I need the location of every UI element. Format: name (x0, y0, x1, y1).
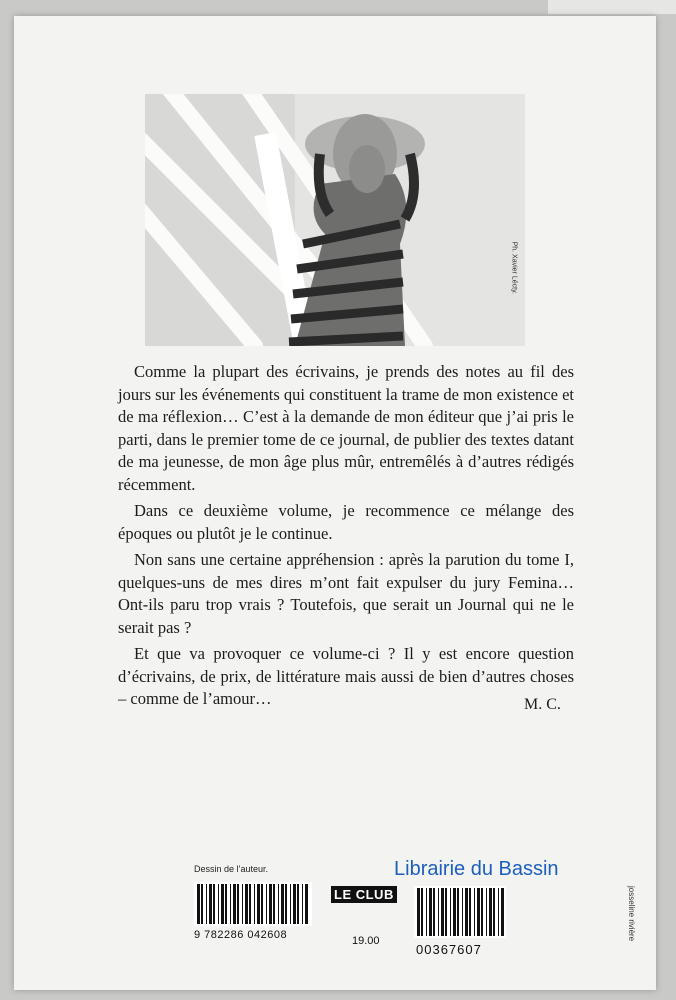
photo-credit: Ph. Xavier Lécty. (510, 241, 517, 294)
shop-watermark: Librairie du Bassin (394, 858, 559, 880)
publisher-logo: LE CLUB (331, 886, 397, 903)
designer-credit: josseline rivière (627, 886, 636, 942)
isbn-number: 9 782286 042608 (194, 929, 288, 941)
drawing-credit: Dessin de l’auteur. (194, 864, 269, 874)
stock-barcode (414, 886, 506, 938)
blurb-text (118, 361, 574, 715)
blurb-paragraph: Et que va provoquer ce volume-ci ? Il y est encore question d’écrivains, de prix, de littérature mais aussi de bien d’autres choses – comme de l’amour… (118, 644, 574, 708)
author-photo (145, 94, 525, 346)
stock-code: 00367607 (416, 942, 482, 957)
isbn-barcode (194, 882, 312, 926)
corner-sticker (548, 0, 676, 14)
book-back-cover (14, 16, 656, 990)
price: 19.00 (352, 935, 380, 947)
author-photo-drawing (145, 94, 525, 346)
blurb-paragraph: Dans ce deuxième volume, je recommence ce mélange des époques ou plutôt je le continue. (118, 501, 574, 543)
blurb-paragraph: Non sans une certaine appréhension : après la parution du tome I, quelques-uns de mes dires m’ont fait expulser du jury Femina… Ont-ils paru trop vrais ? Toutefois, que serait un Journal qui ne le serait pas ? (118, 550, 574, 637)
signature: M. C. (524, 696, 561, 713)
blurb-paragraph: Comme la plupart des écrivains, je prends des notes au fil des jours sur les événements qui constituent la trame de mon existence et de ma réflexion… C’est à la demande de mon éditeur que j’ai pris le parti, dans le premier tome de ce journal, de publier des textes datant de ma jeunesse, de mon âge plus mûr, entremêlés à d’autres rédigés récemment. (118, 362, 574, 494)
